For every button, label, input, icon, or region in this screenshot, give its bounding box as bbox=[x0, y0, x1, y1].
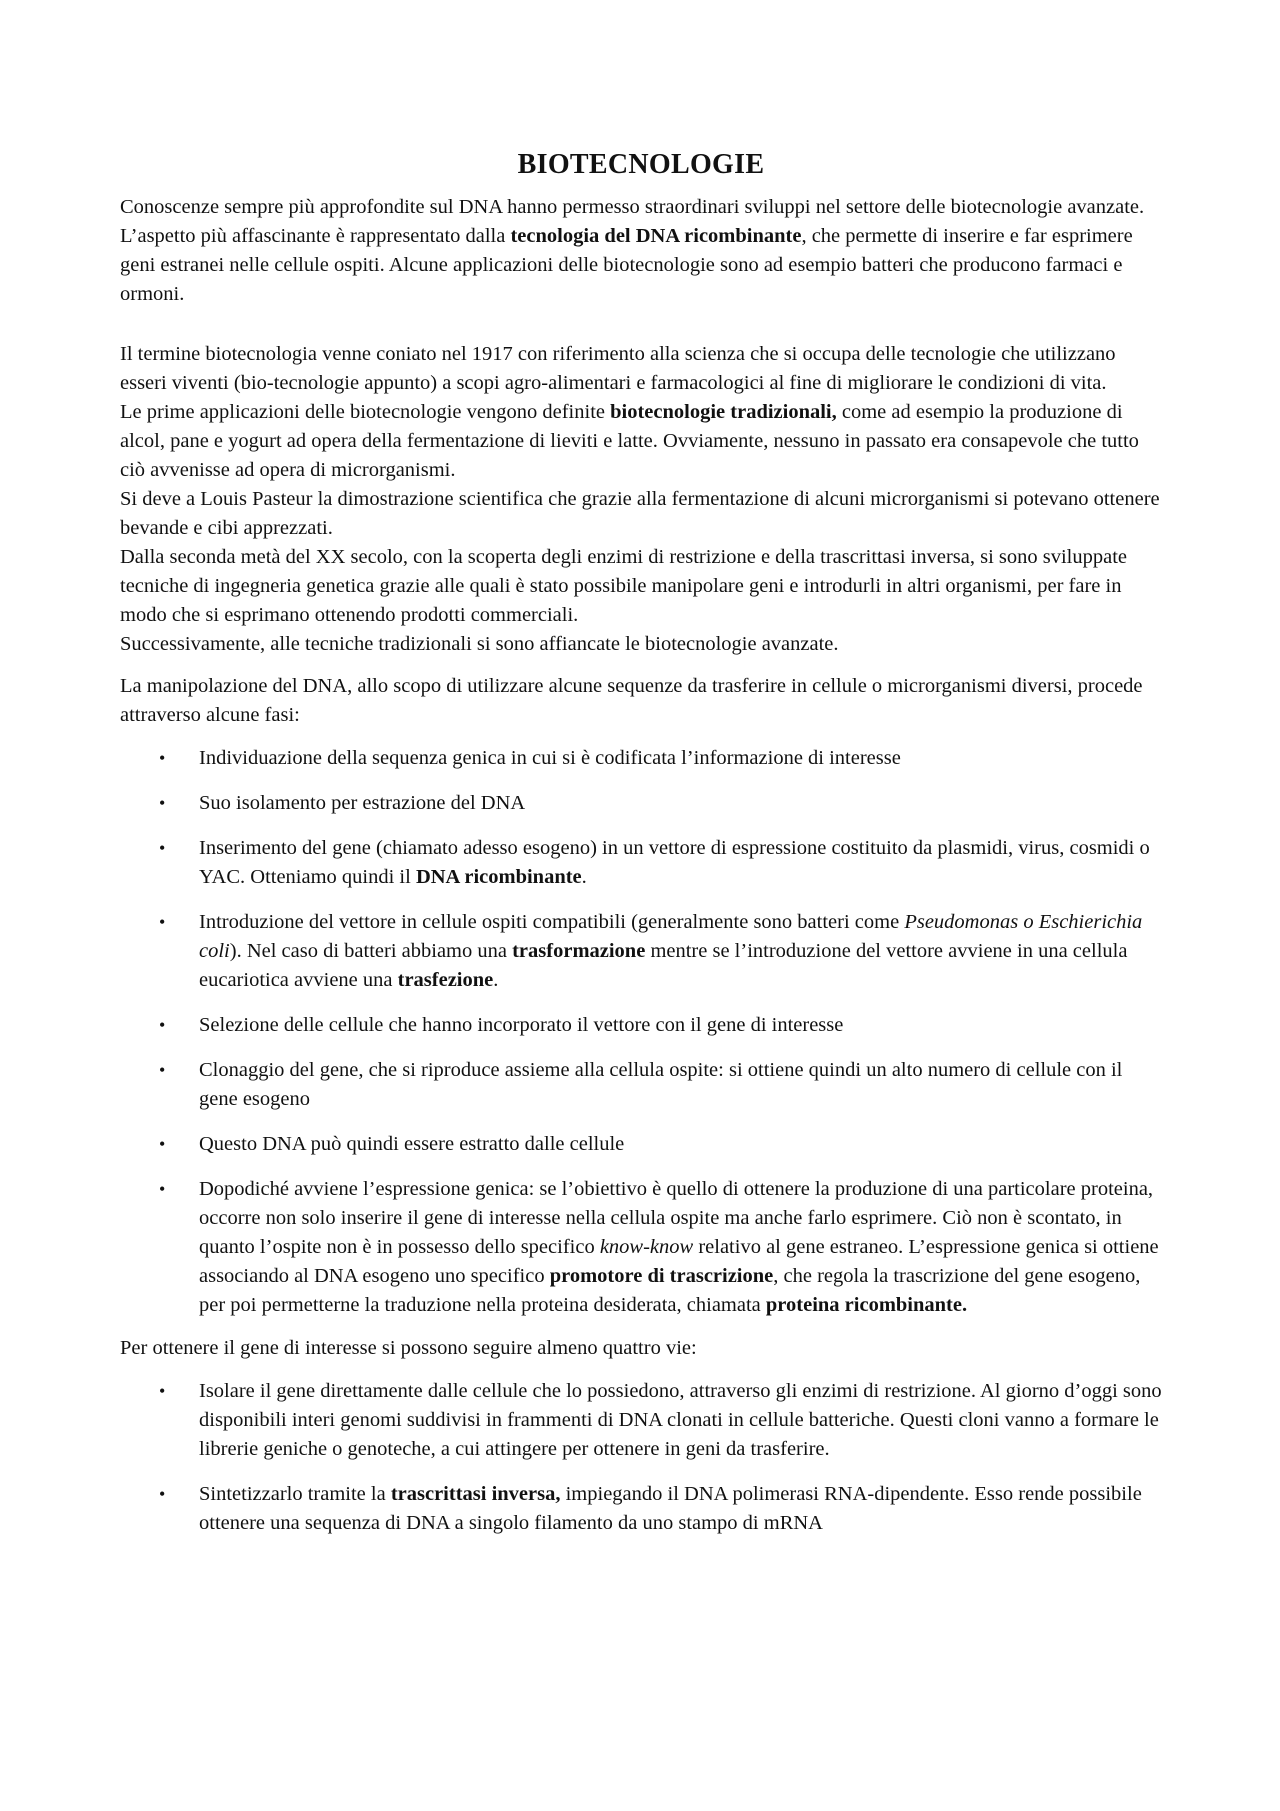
bullet-icon: • bbox=[159, 912, 166, 932]
emphasis-dna-ricombinante: tecnologia del DNA ricombinante bbox=[510, 225, 802, 247]
list-item: • Clonaggio del gene, che si riproduce assieme alla cellula ospite: si ottiene quindi un alto numero di cellule con il gene esogeno bbox=[120, 1056, 1162, 1114]
bullet-icon: • bbox=[159, 1134, 166, 1154]
history-paragraph-2: Le prime applicazioni delle biotecnologie vengono definite biotecnologie tradizionali, come ad esempio la produzione di alcol, pane e yogurt ad opera della fermentazione di lieviti e latte. Ovviamente, nessuno in passato era consapevole che tutto ciò avvenisse ad opera di microrganismi. bbox=[120, 401, 1139, 481]
bullet-icon: • bbox=[159, 838, 166, 858]
bullet-icon: • bbox=[159, 1015, 166, 1035]
document-page bbox=[120, 150, 1162, 1552]
spacer bbox=[120, 659, 1162, 672]
list-item: • Selezione delle cellule che hanno incorporato il vettore con il gene di interesse bbox=[120, 1011, 1162, 1040]
document-title: BIOTECNOLOGIE bbox=[517, 149, 765, 180]
ways-intro: Per ottenere il gene di interesse si possono seguire almeno quattro vie: bbox=[120, 1337, 697, 1359]
phases-intro: La manipolazione del DNA, allo scopo di utilizzare alcune sequenze da trasferire in cellule o microrganismi diversi, procede attraverso alcune fasi: bbox=[120, 675, 1143, 726]
list-item: • Individuazione della sequenza genica in cui si è codificata l’informazione di interesse bbox=[120, 744, 1162, 773]
emphasis-biotecnologie-tradizionali: biotecnologie tradizionali, bbox=[610, 401, 837, 423]
history-paragraph-5: Successivamente, alle tecniche tradizionali si sono affiancate le biotecnologie avanzate. bbox=[120, 633, 839, 655]
bullet-icon: • bbox=[159, 748, 166, 768]
bullet-icon: • bbox=[159, 1381, 166, 1401]
list-item: • Suo isolamento per estrazione del DNA bbox=[120, 789, 1162, 818]
spacer bbox=[120, 309, 1162, 340]
list-item: • Dopodiché avviene l’espressione genica: se l’obiettivo è quello di ottenere la produzione di una particolare proteina, occorre non solo inserire il gene di interesse nella cellula ospite ma anche farlo esprimere. Ciò non è scontato, in quanto l’ospite non è in possesso dello specifico know-know relativo al gene estraneo. L’espressione genica si ottiene associando al DNA esogeno uno specifico promotore di trascrizione, che regola la trascrizione del gene esogeno, per poi permetterne la traduzione nella proteina desiderata, chiamata proteina ricombinante. bbox=[120, 1175, 1162, 1320]
phases-list bbox=[120, 744, 1162, 1320]
history-paragraph-1: Il termine biotecnologia venne coniato nel 1917 con riferimento alla scienza che si occupa delle tecnologie che utilizzano esseri viventi (bio-tecnologie appunto) a scopi agro-alimentari e farmacologici al fine di migliorare le condizioni di vita. bbox=[120, 343, 1116, 394]
list-item: • Isolare il gene direttamente dalle cellule che lo possiedono, attraverso gli enzimi di restrizione. Al giorno d’oggi sono disponibili interi genomi suddivisi in frammenti di DNA clonati in cellule batteriche. Questi cloni vanno a formare le librerie geniche o genoteche, a cui attingere per ottenere in geni da trasferire. bbox=[120, 1377, 1162, 1464]
list-item: • Sintetizzarlo tramite la trascrittasi inversa, impiegando il DNA polimerasi RNA-dipendente. Esso rende possibile ottenere una sequenza di DNA a singolo filamento da uno stampo di mRNA bbox=[120, 1480, 1162, 1538]
list-item: • Questo DNA può quindi essere estratto dalle cellule bbox=[120, 1130, 1162, 1159]
history-paragraph-4: Dalla seconda metà del XX secolo, con la scoperta degli enzimi di restrizione e della trascrittasi inversa, si sono sviluppate tecniche di ingegneria genetica grazie alle quali è stato possibile manipolare geni e introdurli in altri organismi, per fare in modo che si esprimano ottenendo prodotti commerciali. bbox=[120, 546, 1128, 626]
list-item: • Inserimento del gene (chiamato adesso esogeno) in un vettore di espressione costituito da plasmidi, virus, cosmidi o YAC. Otteniamo quindi il DNA ricombinante. bbox=[120, 834, 1162, 892]
history-paragraph-3: Si deve a Louis Pasteur la dimostrazione scientifica che grazie alla fermentazione di alcuni microrganismi si potevano ottenere bevande e cibi apprezzati. bbox=[120, 488, 1160, 539]
bullet-icon: • bbox=[159, 1060, 166, 1080]
list-item: • Introduzione del vettore in cellule ospiti compatibili (generalmente sono batteri come Pseudomonas o Eschierichia coli). Nel caso di batteri abbiamo una trasformazione mentre se l’introduzione del vettore avviene in una cellula eucariotica avviene una trasfezione. bbox=[120, 908, 1162, 995]
ways-list bbox=[120, 1377, 1162, 1538]
intro-paragraph: Conoscenze sempre più approfondite sul DNA hanno permesso straordinari sviluppi nel settore delle biotecnologie avanzate. L’aspetto più affascinante è rappresentato dalla tecnologia del DNA ricombinante, che permette di inserire e far esprimere geni estranei nelle cellule ospiti. Alcune applicazioni delle biotecnologie sono ad esempio batteri che producono farmaci e ormoni. bbox=[120, 196, 1145, 305]
bullet-icon: • bbox=[159, 793, 166, 813]
bullet-icon: • bbox=[159, 1179, 166, 1199]
bullet-icon: • bbox=[159, 1484, 166, 1504]
